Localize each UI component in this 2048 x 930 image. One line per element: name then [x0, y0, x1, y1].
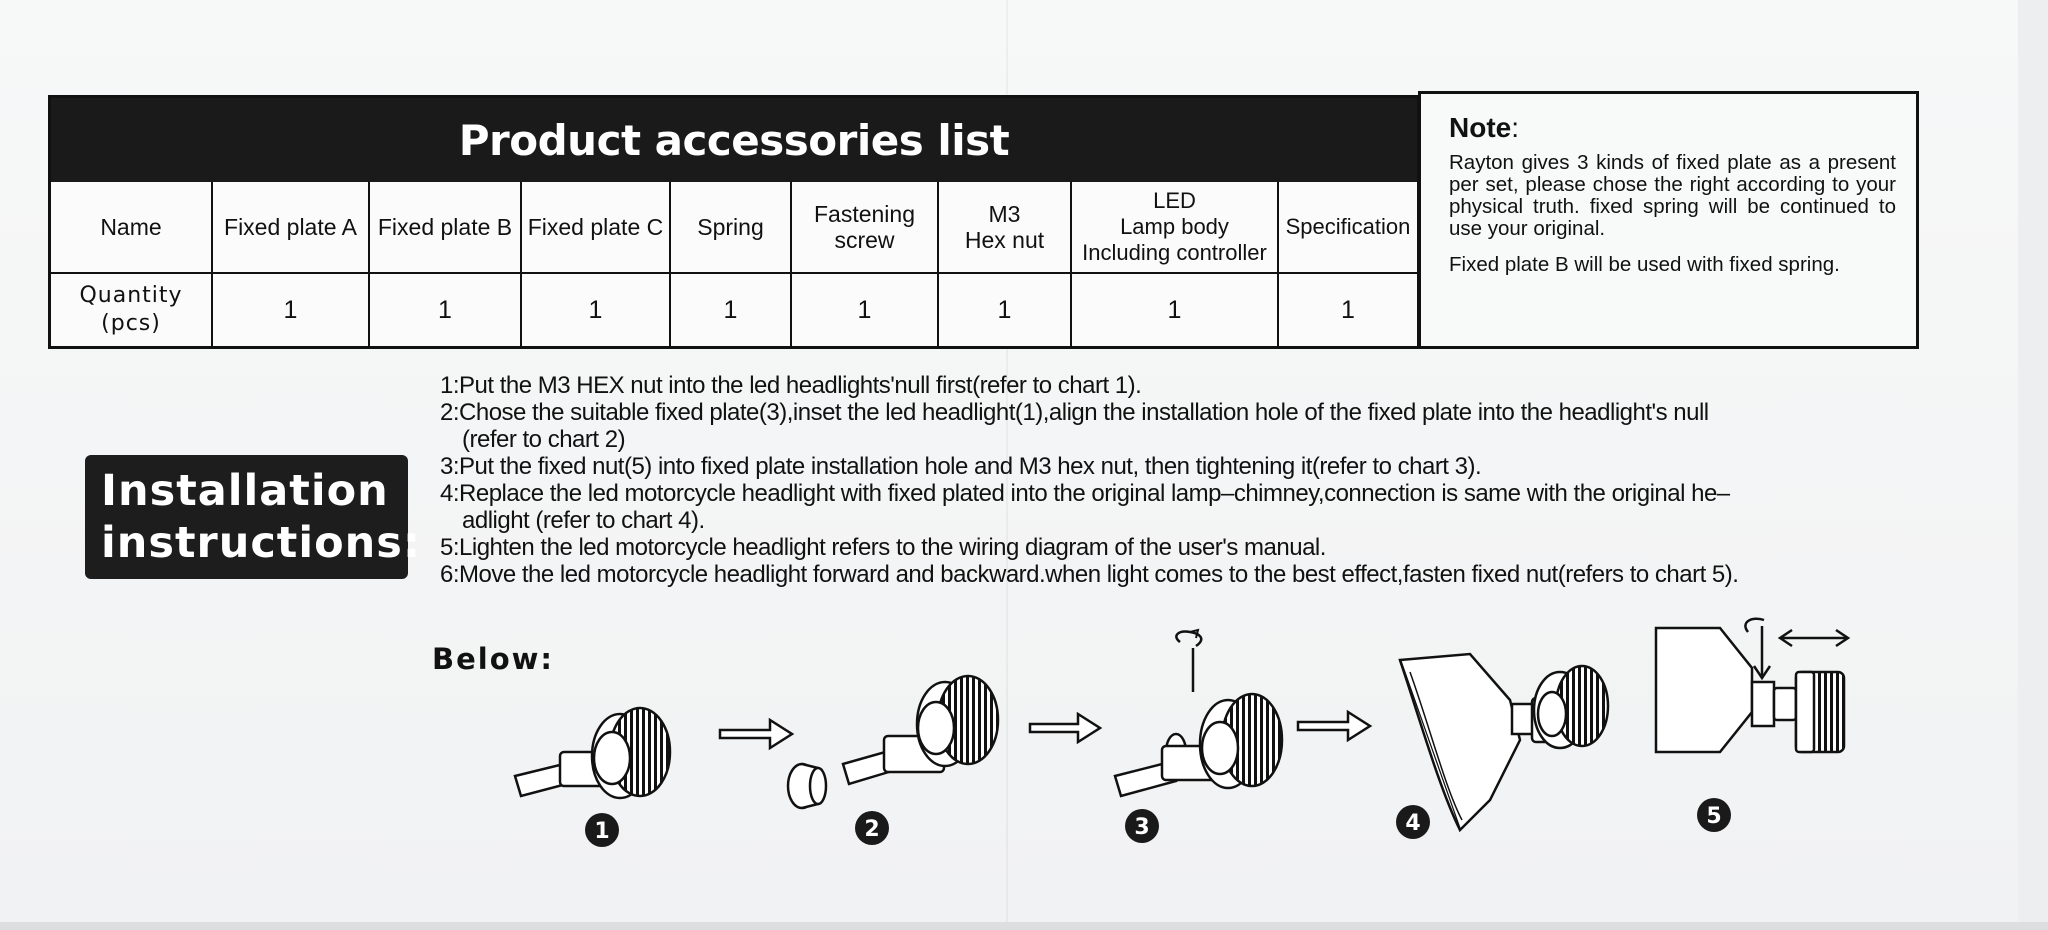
arrow-3-to-4: [1298, 712, 1370, 740]
fixed-plate-ring-illustration: [788, 764, 826, 808]
header-led-line3: Including controller: [1082, 240, 1267, 265]
headlight-step-2-illustration: [843, 676, 998, 784]
step-3: 3:Put the fixed nut(5) into fixed plate installation hole and M3 hex nut, then tightening it(refer to chart 3).: [440, 453, 1482, 480]
adjust-arrows-icon: [1745, 619, 1848, 678]
accessories-title: Product accessories list: [51, 98, 1417, 182]
qty-led-lamp-body: 1: [1072, 274, 1279, 346]
note-title-text: Note: [1449, 112, 1512, 143]
qty-fixed-plate-c: 1: [522, 274, 671, 346]
step-badge-5: [1697, 798, 1731, 832]
svg-text:1: 1: [594, 819, 610, 844]
header-fixed-plate-b: Fixed plate B: [370, 182, 522, 274]
svg-text:4: 4: [1405, 811, 1421, 836]
arrow-2-to-3: [1030, 714, 1100, 742]
qty-fixed-plate-a: 1: [213, 274, 370, 346]
arrow-1-to-2: [720, 720, 792, 748]
screw-rotate-icon: [1176, 630, 1201, 692]
installation-title-line2: instructions:: [101, 518, 422, 568]
header-fixed-plate-c: Fixed plate C: [522, 182, 671, 274]
headlight-step-1-illustration: [515, 708, 670, 798]
header-name: Name: [51, 182, 213, 274]
lamp-housing-step-5-illustration: [1656, 628, 1844, 752]
note-title-colon: :: [1511, 112, 1520, 143]
headlight-step-3-illustration: [1115, 694, 1282, 796]
svg-text:3: 3: [1134, 815, 1150, 840]
qty-m3-hex-nut: 1: [939, 274, 1072, 346]
header-fastening-line2: screw: [834, 227, 895, 253]
step-badge-2: [855, 811, 889, 845]
lamp-housing-step-4-illustration: [1400, 654, 1608, 830]
svg-text:2: 2: [864, 817, 880, 842]
header-specification: Specification: [1279, 182, 1417, 274]
step-5: 5:Lighten the led motorcycle headlight refers to the wiring diagram of the user's manual.: [440, 534, 1326, 561]
step-6: 6:Move the led motorcycle headlight forward and backward.when light comes to the best effect,fasten fixed nut(refers to chart 5).: [440, 561, 1739, 588]
header-led-line2: Lamp body: [1120, 214, 1229, 239]
quantity-label: Quantity: [79, 283, 183, 308]
step-badge-1: [585, 813, 619, 847]
note-text-fixed-plate-b: Fixed plate B will be used with fixed spring.: [1449, 253, 1840, 276]
step-2: 2:Chose the suitable fixed plate(3),inset the led headlight(1),align the installation hole of the fixed plate into the headlight's null: [440, 399, 1709, 426]
svg-text:5: 5: [1706, 804, 1722, 829]
header-fastening-line1: Fastening: [813, 201, 915, 227]
step-1: 1:Put the M3 HEX nut into the led headlights'null first(refer to chart 1).: [440, 372, 1142, 399]
header-led-line1: LED: [1153, 188, 1196, 213]
qty-spring: 1: [671, 274, 792, 346]
step-badge-4: [1396, 805, 1430, 839]
qty-fastening-screw: 1: [792, 274, 939, 346]
step-2-continued: (refer to chart 2): [462, 426, 626, 453]
header-m3-line2: Hex nut: [964, 227, 1045, 253]
step-4-continued: adlight (refer to chart 4).: [462, 507, 705, 534]
step-badge-3: [1125, 809, 1159, 843]
header-spring: Spring: [671, 182, 792, 274]
quantity-unit: (pcs): [101, 311, 161, 336]
note-text: Rayton gives 3 kinds of fixed plate as a present per set, please chose the right according to your physical truth. fixed spring will be continued to use your original.: [1449, 151, 1896, 240]
qty-specification: 1: [1341, 296, 1355, 324]
step-4: 4:Replace the led motorcycle headlight with fixed plated into the original lamp–chimney,connection is same with the original he–: [440, 480, 1730, 507]
header-fixed-plate-a: Fixed plate A: [213, 182, 370, 274]
qty-fixed-plate-b: 1: [370, 274, 522, 346]
header-m3-line1: M3: [988, 201, 1021, 227]
installation-title-line1: Installation: [101, 466, 389, 516]
below-label: Below:: [432, 642, 555, 676]
